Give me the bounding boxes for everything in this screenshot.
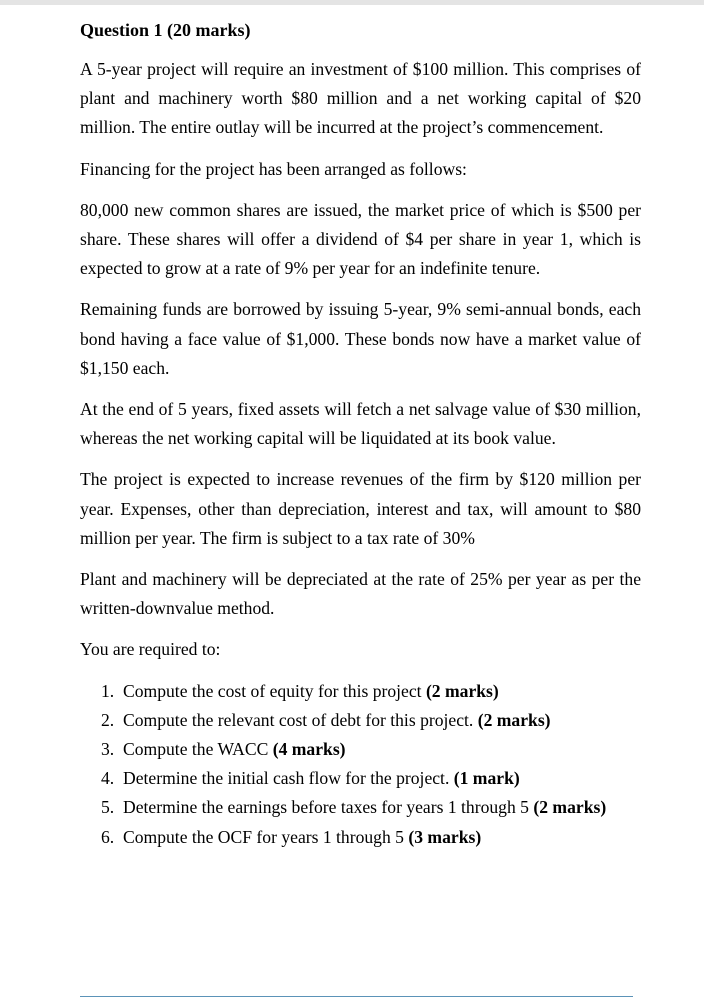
list-item (80, 764, 641, 793)
list-item-number: 6. (101, 826, 115, 847)
list-item-number: 1. (101, 680, 115, 701)
list-item-number: 3. (101, 739, 115, 760)
list-item (80, 823, 641, 852)
list-item (80, 735, 641, 764)
list-item-marks: (4 marks) (272, 739, 346, 760)
question-heading: Question 1 (20 marks) (80, 20, 251, 40)
list-item-marks: (2 marks) (477, 709, 551, 730)
list-item-marks: (1 mark) (453, 768, 520, 789)
paragraph-salvage: At the end of 5 years, fixed assets will fetch a net salvage value of $30 million, whereas the net working capital will be liquidated at its book value. (80, 399, 641, 449)
list-item-number: 4. (101, 768, 115, 789)
list-item (80, 793, 641, 822)
list-item-text: Compute the relevant cost of debt for this project. (123, 709, 478, 730)
list-item-marks: (2 marks) (533, 797, 607, 818)
list-item-text: Compute the WACC (123, 739, 273, 760)
list-item-number: 5. (101, 797, 115, 818)
list-item-text: Determine the earnings before taxes for years 1 through 5 (123, 797, 534, 818)
bottom-divider (80, 996, 633, 997)
list-item (80, 706, 641, 735)
paragraph-depreciation: Plant and machinery will be depreciated at the rate of 25% per year as per the written-downvalue method. (80, 569, 641, 619)
list-item-text: Compute the OCF for years 1 through 5 (123, 826, 409, 847)
paragraph-financing-intro: Financing for the project has been arranged as follows: (80, 158, 467, 179)
list-item-text: Compute the cost of equity for this project (123, 680, 426, 701)
list-item (80, 677, 641, 706)
list-item-text: Determine the initial cash flow for the project. (123, 768, 454, 789)
requirements-list (80, 677, 641, 852)
paragraph-equity: 80,000 new common shares are issued, the market price of which is $500 per share. These shares will offer a dividend of $4 per share in year 1, which is expected to grow at a rate of 9% per year for an indefinite tenure. (80, 199, 641, 279)
list-item-number: 2. (101, 709, 115, 730)
paragraph-revenues: The project is expected to increase revenues of the firm by $120 million per year. Expenses, other than depreciation, interest and tax, will amount to $80 million per year. The firm is subject to a tax rate of 30% (80, 469, 641, 548)
paragraph-debt: Remaining funds are borrowed by issuing 5-year, 9% semi-annual bonds, each bond having a face value of $1,000. These bonds now have a market value of $1,150 each. (80, 299, 641, 378)
list-item-marks: (3 marks) (408, 826, 482, 847)
top-edge-shade (0, 0, 704, 5)
list-item-marks: (2 marks) (425, 680, 499, 701)
paragraph-required: You are required to: (80, 639, 221, 660)
paragraph-investment: A 5-year project will require an investment of $100 million. This comprises of plant and machinery worth $80 million and a net working capital of $20 million. The entire outlay will be incurred at the project’s commencement. (80, 59, 641, 138)
question-document (80, 16, 641, 852)
